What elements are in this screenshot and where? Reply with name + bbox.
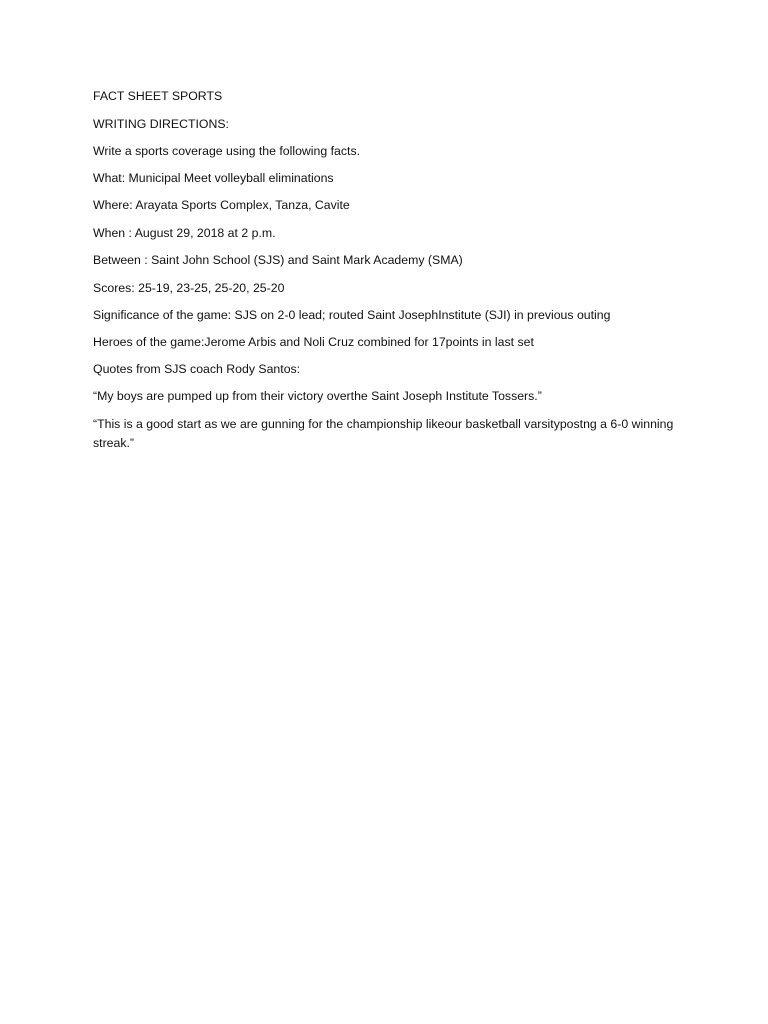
fact-between: Between : Saint John School (SJS) and Saint Mark Academy (SMA) <box>93 253 463 267</box>
fact-heroes: Heroes of the game:Jerome Arbis and Noli Cruz combined for 17points in last set <box>93 335 534 349</box>
fact-where: Where: Arayata Sports Complex, Tanza, Cavite <box>93 198 350 212</box>
quote-2: “This is a good start as we are gunning for the championship likeour basketball varsitypostng a 6-0 winning streak.” <box>93 417 674 450</box>
quote-1: “My boys are pumped up from their victory overthe Saint Joseph Institute Tossers.” <box>93 389 542 403</box>
fact-significance: Significance of the game: SJS on 2-0 lead; routed Saint JosephInstitute (SJI) in previous outing <box>93 308 611 322</box>
quotes-label: Quotes from SJS coach Rody Santos: <box>93 362 301 376</box>
fact-when: When : August 29, 2018 at 2 p.m. <box>93 226 276 240</box>
fact-what: What: Municipal Meet volleyball eliminations <box>93 171 334 185</box>
document-title: FACT SHEET SPORTS <box>93 89 223 103</box>
fact-scores: Scores: 25-19, 23-25, 25-20, 25-20 <box>93 281 285 295</box>
instruction-text: Write a sports coverage using the following facts. <box>93 144 361 158</box>
writing-directions-label: WRITING DIRECTIONS: <box>93 117 229 131</box>
